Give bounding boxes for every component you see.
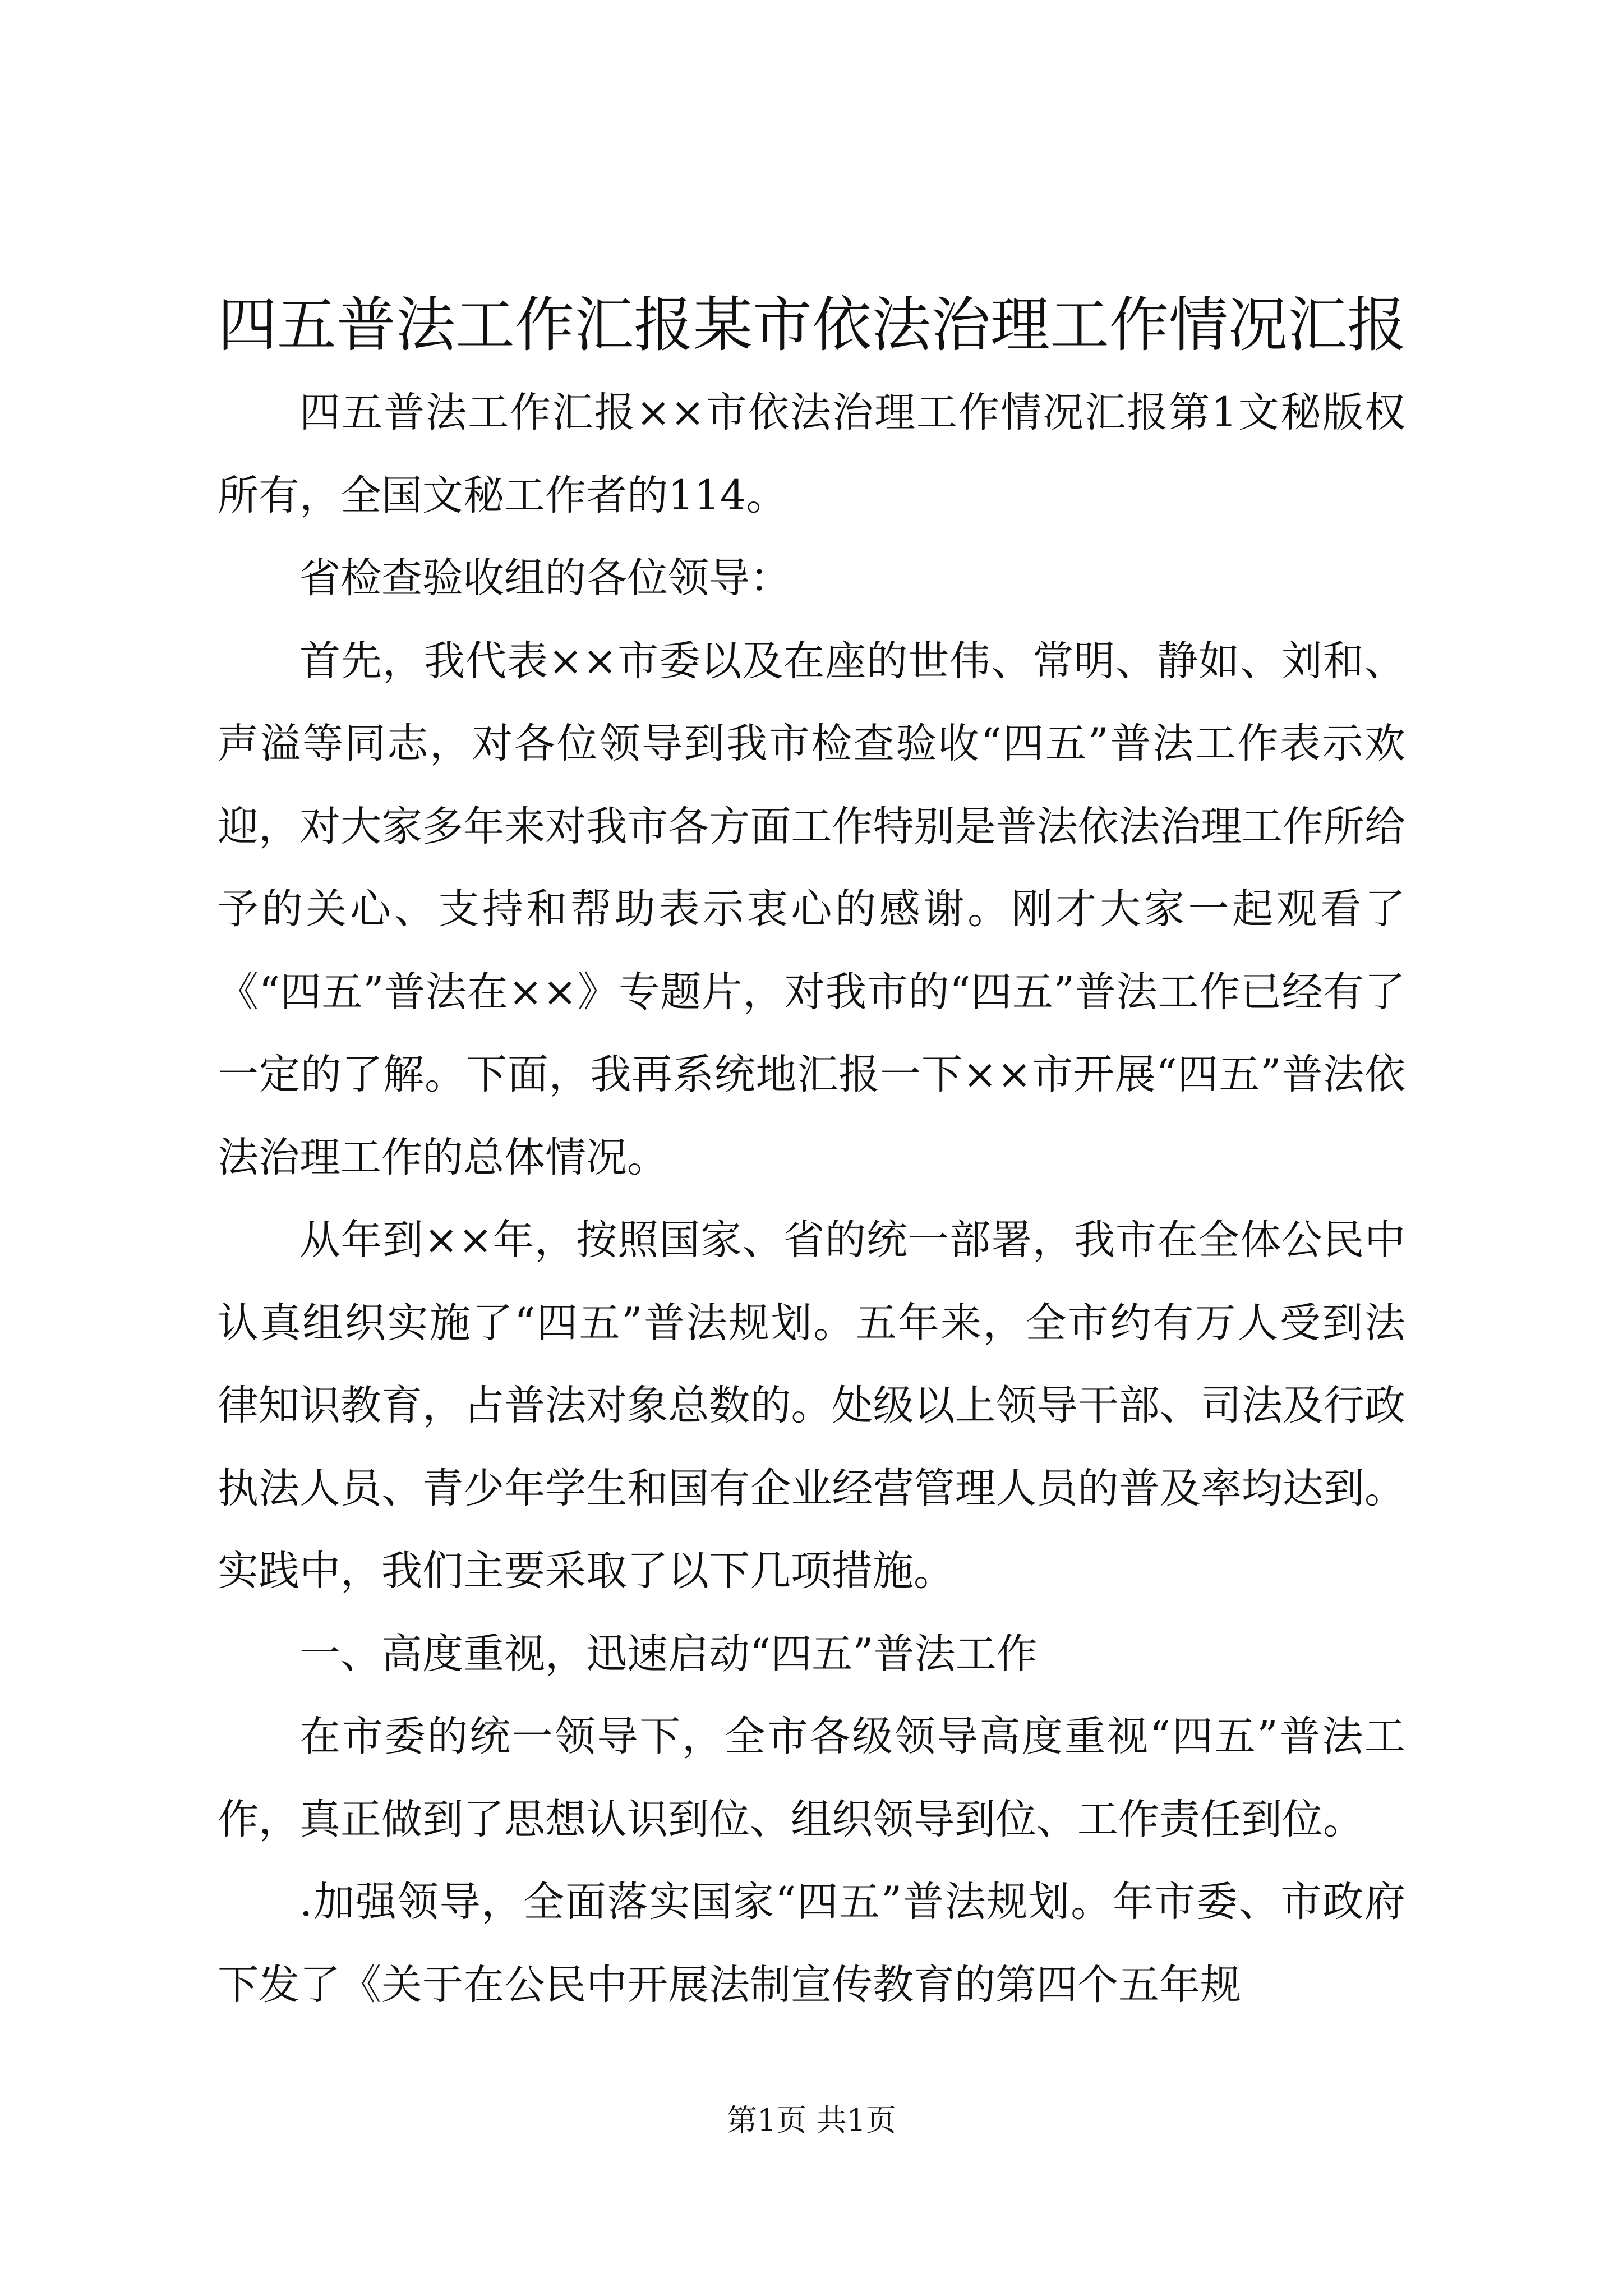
page-footer bbox=[0, 2098, 1623, 2143]
page-number: 第1页 bbox=[727, 2102, 807, 2138]
page-total: 共1页 bbox=[816, 2102, 896, 2138]
section-heading-one: 一、高度重视，迅速启动“四五”普法工作 bbox=[299, 1630, 1038, 1678]
document-body bbox=[218, 371, 1405, 2026]
paragraph-intro: 四五普法工作汇报××市依法治理工作情况汇报第1文秘版权所有，全国文秘工作者的114。 bbox=[218, 389, 1405, 519]
paragraph-leadership: 在市委的统一领导下，全市各级领导高度重视“四五”普法工作，真正做到了思想认识到位、组织领导到位、工作责任到位。 bbox=[218, 1713, 1405, 1843]
paragraph-overview: 从年到××年，按照国家、省的统一部署，我市在全体公民中认真组织实施了“四五”普法规划。五年来，全市约有万人受到法律知识教育，占普法对象总数的。处级以上领导干部、司法及行政执法人员、青少年学生和国有企业经营管理人员的普及率均达到。实践中，我们主要采取了以下几项措施。 bbox=[218, 1216, 1405, 1595]
paragraph-measures: .加强领导，全面落实国家“四五”普法规划。年市委、市政府下发了《关于在公民中开展法制宣传教育的第四个五年规 bbox=[218, 1878, 1405, 2009]
paragraph-welcome: 首先，我代表××市委以及在座的世伟、常明、静如、刘和、声溢等同志，对各位领导到我市检查验收“四五”普法工作表示欢迎，对大家多年来对我市各方面工作特别是普法依法治理工作所给予的关心、支持和帮助表示衷心的感谢。刚才大家一起观看了《“四五”普法在××》专题片，对我市的“四五”普法工作已经有了一定的了解。下面，我再系统地汇报一下××市开展“四五”普法依法治理工作的总体情况。 bbox=[218, 637, 1405, 1181]
paragraph-salutation: 省检查验收组的各位领导： bbox=[299, 554, 791, 602]
document-title: 四五普法工作汇报某市依法治理工作情况汇报 bbox=[218, 291, 1407, 360]
